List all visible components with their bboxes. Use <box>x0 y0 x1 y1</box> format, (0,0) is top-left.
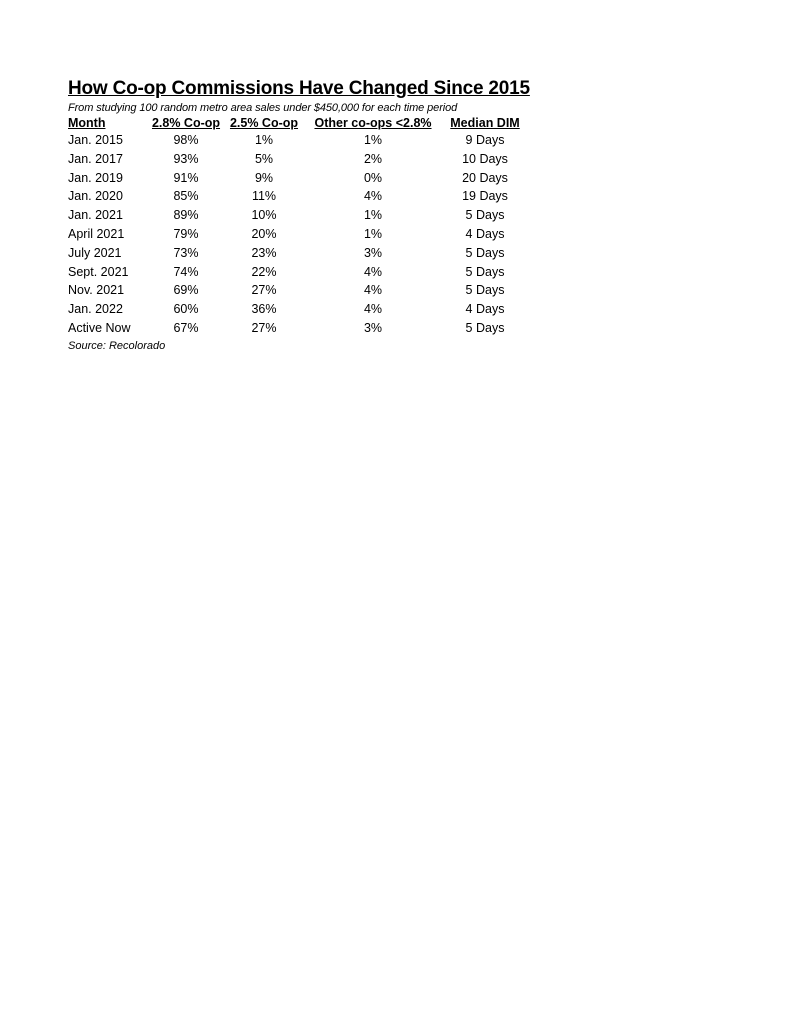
cell-other-coops: 3% <box>363 245 383 260</box>
page-subtitle: From studying 100 random metro area sales under $450,000 for each time period <box>68 102 458 114</box>
table-row <box>68 169 528 188</box>
cell-median-dim: 5 Days <box>465 264 505 279</box>
table-row <box>68 150 528 169</box>
column-header-2-5-coop: 2.5% Co-op <box>229 116 299 130</box>
cell-median-dim: 20 Days <box>462 170 508 185</box>
cell-median-dim: 4 Days <box>465 302 505 317</box>
table-row <box>68 206 528 225</box>
cell-month: Jan. 2019 <box>68 170 123 185</box>
cell-median-dim: 4 Days <box>465 226 505 241</box>
table-row <box>68 225 528 244</box>
cell-month: July 2021 <box>68 245 122 260</box>
table-row <box>68 187 528 206</box>
page-title: How Co-op Commissions Have Changed Since 2015 <box>68 78 530 99</box>
cell-2-8-coop: 67% <box>173 320 199 335</box>
cell-2-8-coop: 91% <box>173 170 199 185</box>
cell-2-5-coop: 20% <box>251 226 277 241</box>
table-header-row <box>68 115 528 131</box>
cell-2-5-coop: 10% <box>251 208 277 223</box>
cell-2-8-coop: 89% <box>173 208 199 223</box>
cell-month: Jan. 2021 <box>68 208 123 223</box>
cell-2-5-coop: 23% <box>251 245 277 260</box>
cell-other-coops: 1% <box>363 208 383 223</box>
cell-2-5-coop: 9% <box>254 170 274 185</box>
cell-month: Sept. 2021 <box>68 264 129 279</box>
cell-2-8-coop: 74% <box>173 264 199 279</box>
cell-month: April 2021 <box>68 226 125 241</box>
cell-other-coops: 4% <box>363 283 383 298</box>
cell-2-5-coop: 36% <box>251 302 277 317</box>
cell-median-dim: 9 Days <box>465 133 505 147</box>
cell-median-dim: 5 Days <box>465 245 505 260</box>
cell-2-8-coop: 60% <box>173 302 199 317</box>
cell-other-coops: 1% <box>363 226 383 241</box>
cell-2-8-coop: 98% <box>173 133 199 147</box>
cell-month: Nov. 2021 <box>68 283 125 298</box>
cell-2-8-coop: 73% <box>173 245 199 260</box>
cell-other-coops: 4% <box>363 264 383 279</box>
cell-2-8-coop: 93% <box>173 151 199 166</box>
table-row <box>68 300 528 319</box>
cell-other-coops: 0% <box>363 170 383 185</box>
cell-median-dim: 19 Days <box>462 189 508 204</box>
cell-month: Jan. 2015 <box>68 133 123 147</box>
cell-month: Jan. 2022 <box>68 302 123 317</box>
cell-month: Jan. 2020 <box>68 189 123 204</box>
spreadsheet-document <box>68 78 538 353</box>
table-row <box>68 131 528 150</box>
cell-2-5-coop: 22% <box>251 264 277 279</box>
cell-2-5-coop: 27% <box>251 320 277 335</box>
cell-month: Active Now <box>68 320 131 335</box>
cell-median-dim: 5 Days <box>465 283 505 298</box>
cell-median-dim: 5 Days <box>465 208 505 223</box>
column-header-median-dim: Median DIM <box>450 116 520 130</box>
source-note: Source: Recolorado <box>68 339 166 352</box>
column-header-other-coops: Other co-ops <2.8% <box>314 116 432 130</box>
cell-2-8-coop: 79% <box>173 226 199 241</box>
table-row <box>68 319 528 338</box>
cell-2-5-coop: 1% <box>254 133 274 147</box>
cell-month: Jan. 2017 <box>68 151 123 166</box>
table-row <box>68 263 528 282</box>
cell-median-dim: 5 Days <box>465 320 505 335</box>
table-row <box>68 244 528 263</box>
cell-other-coops: 4% <box>363 189 383 204</box>
cell-2-8-coop: 69% <box>173 283 199 298</box>
cell-median-dim: 10 Days <box>462 151 508 166</box>
cell-2-5-coop: 27% <box>251 283 277 298</box>
cell-other-coops: 4% <box>363 302 383 317</box>
cell-2-5-coop: 11% <box>251 189 277 204</box>
column-header-2-8-coop: 2.8% Co-op <box>151 116 221 130</box>
cell-2-8-coop: 85% <box>173 189 199 204</box>
column-header-month: Month <box>68 116 106 130</box>
cell-other-coops: 1% <box>363 133 383 147</box>
table-body <box>68 131 528 338</box>
table-row <box>68 281 528 300</box>
commission-table <box>68 115 528 338</box>
cell-2-5-coop: 5% <box>254 151 274 166</box>
cell-other-coops: 2% <box>363 151 383 166</box>
cell-other-coops: 3% <box>363 320 383 335</box>
